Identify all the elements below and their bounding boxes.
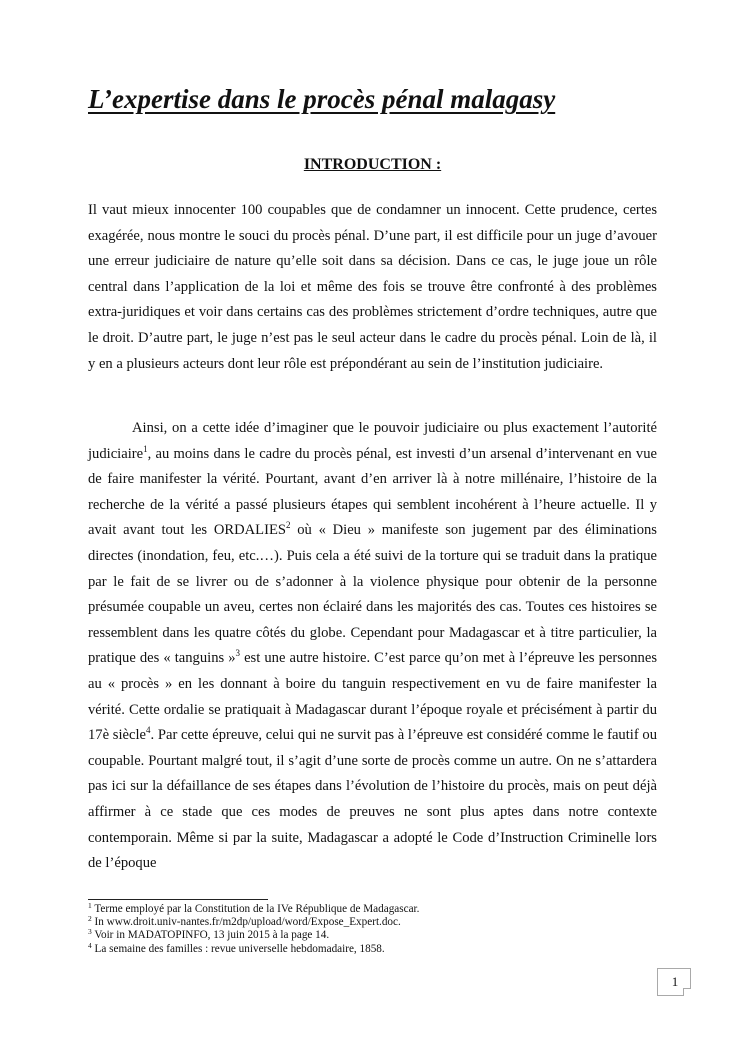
introduction-heading: INTRODUCTION :	[303, 156, 442, 173]
footnotes	[88, 903, 657, 956]
paragraph-2	[88, 416, 657, 877]
footnote-4	[88, 940, 657, 956]
paragraph-2-text-3: où « Dieu » manifeste son jugement par des éliminations directes (inondation, feu, etc.…). Puis cela a été suivi de la torture qui se traduit dans la pratique par le fait de se livrer ou de s’adonner à la violence physique pour obtenir de la personne présumée coupable un aveu, certes non éclairé dans les majorités des cas. Toutes ces histoires se ressemblent dans les quatre côtés du globe. Cependant pour Madagascar et à titre particulier, la pratique des « tanguins »	[88, 522, 657, 667]
paragraph-2-text-4: est une autre histoire. C’est parce qu’on met à l’épreuve les personnes au « procès » en les donnant à boire du tanguin respectivement en vu de faire manifester la vérité. Cette ordalie se pratiquait à Madagascar durant l’époque royale et précisément à partir du 17è siècle	[88, 650, 657, 744]
footnote-separator	[88, 899, 268, 900]
document-title: L’expertise dans le procès pénal malagasy	[88, 84, 556, 114]
page-number: 1	[671, 974, 679, 989]
footnote-ref-2[interactable]: 2	[286, 520, 291, 531]
paragraph-1: Il vaut mieux innocenter 100 coupables que de condamner un innocent. Cette prudence, certes exagérée, nous montre le souci du procès pénal. D’une part, il est difficile pour un juge d’avouer une erreur judiciaire de nature qu’elle soit dans sa décision. Dans ce cas, le juge joue un rôle central dans l’application de la loi et même des fois se trouve être confronté à des problèmes extra-juridiques et voir dans certains cas des problèmes strictement d’ordre techniques, autre que le droit. D’autre part, le juge n’est pas le seul acteur dans le cadre du procès pénal. Loin de là, il y en a plusieurs acteurs dont leur rôle est prépondérant au sein de l’institution judiciaire.	[88, 202, 657, 372]
footnote-ref-4[interactable]: 4	[146, 725, 151, 736]
footnote-text: La semaine des familles : revue universelle hebdomadaire, 1858.	[91, 942, 385, 955]
footnote-ref-1[interactable]: 1	[143, 443, 148, 454]
footnote-number: 1	[88, 901, 92, 910]
paragraph-2-text-5: . Par cette épreuve, celui qui ne survit pas à l’épreuve est considéré comme le fautif ou coupable. Pourtant malgré tout, il s’agit d’une sorte de procès comme un autre. On ne s’attardera pas ici sur la défaillance de ses étapes dans l’évolution de l’histoire du procès, mais on peut déjà affirmer à ce stade que ces modes de preuves ne sont plus aptes dans notre contexte contemporain. Même si par la suite, Madagascar a adopté le Code d’Instruction Criminelle lors de l’époque	[88, 727, 657, 872]
footnote-text: In www.droit.univ-nantes.fr/m2dp/upload/word/Expose_Expert.doc.	[91, 916, 401, 929]
footnote-2	[88, 916, 657, 929]
footnote-number: 4	[88, 940, 92, 950]
footnote-ref-3[interactable]: 3	[235, 648, 241, 659]
footnote-1	[88, 903, 657, 916]
footnote-text: Voir in MADATOPINFO, 13 juin 2015 à la page 14.	[91, 929, 330, 942]
footnote-number: 3	[88, 927, 92, 937]
footnote-3	[88, 929, 657, 942]
page-number-box	[657, 968, 691, 996]
paragraph-2-text-2: , au moins dans le cadre du procès pénal, est investi d’un arsenal d’intervenant en vue de faire manifester la vérité. Pourtant, avant d’en arriver là à notre millénaire, l’histoire de la recherche de la vérité a passé plusieurs étapes qui semblent incohérent à l’heure actuelle. Il y avait avant tout les ORDALIES	[88, 445, 657, 539]
footnote-text: Terme employé par la Constitution de la IVe République de Madagascar.	[91, 903, 420, 915]
paragraph-2-text-1: Ainsi, on a cette idée d’imaginer que le pouvoir judiciaire ou plus exactement l’autorité judiciaire	[88, 420, 657, 462]
footnote-number: 2	[88, 914, 92, 924]
